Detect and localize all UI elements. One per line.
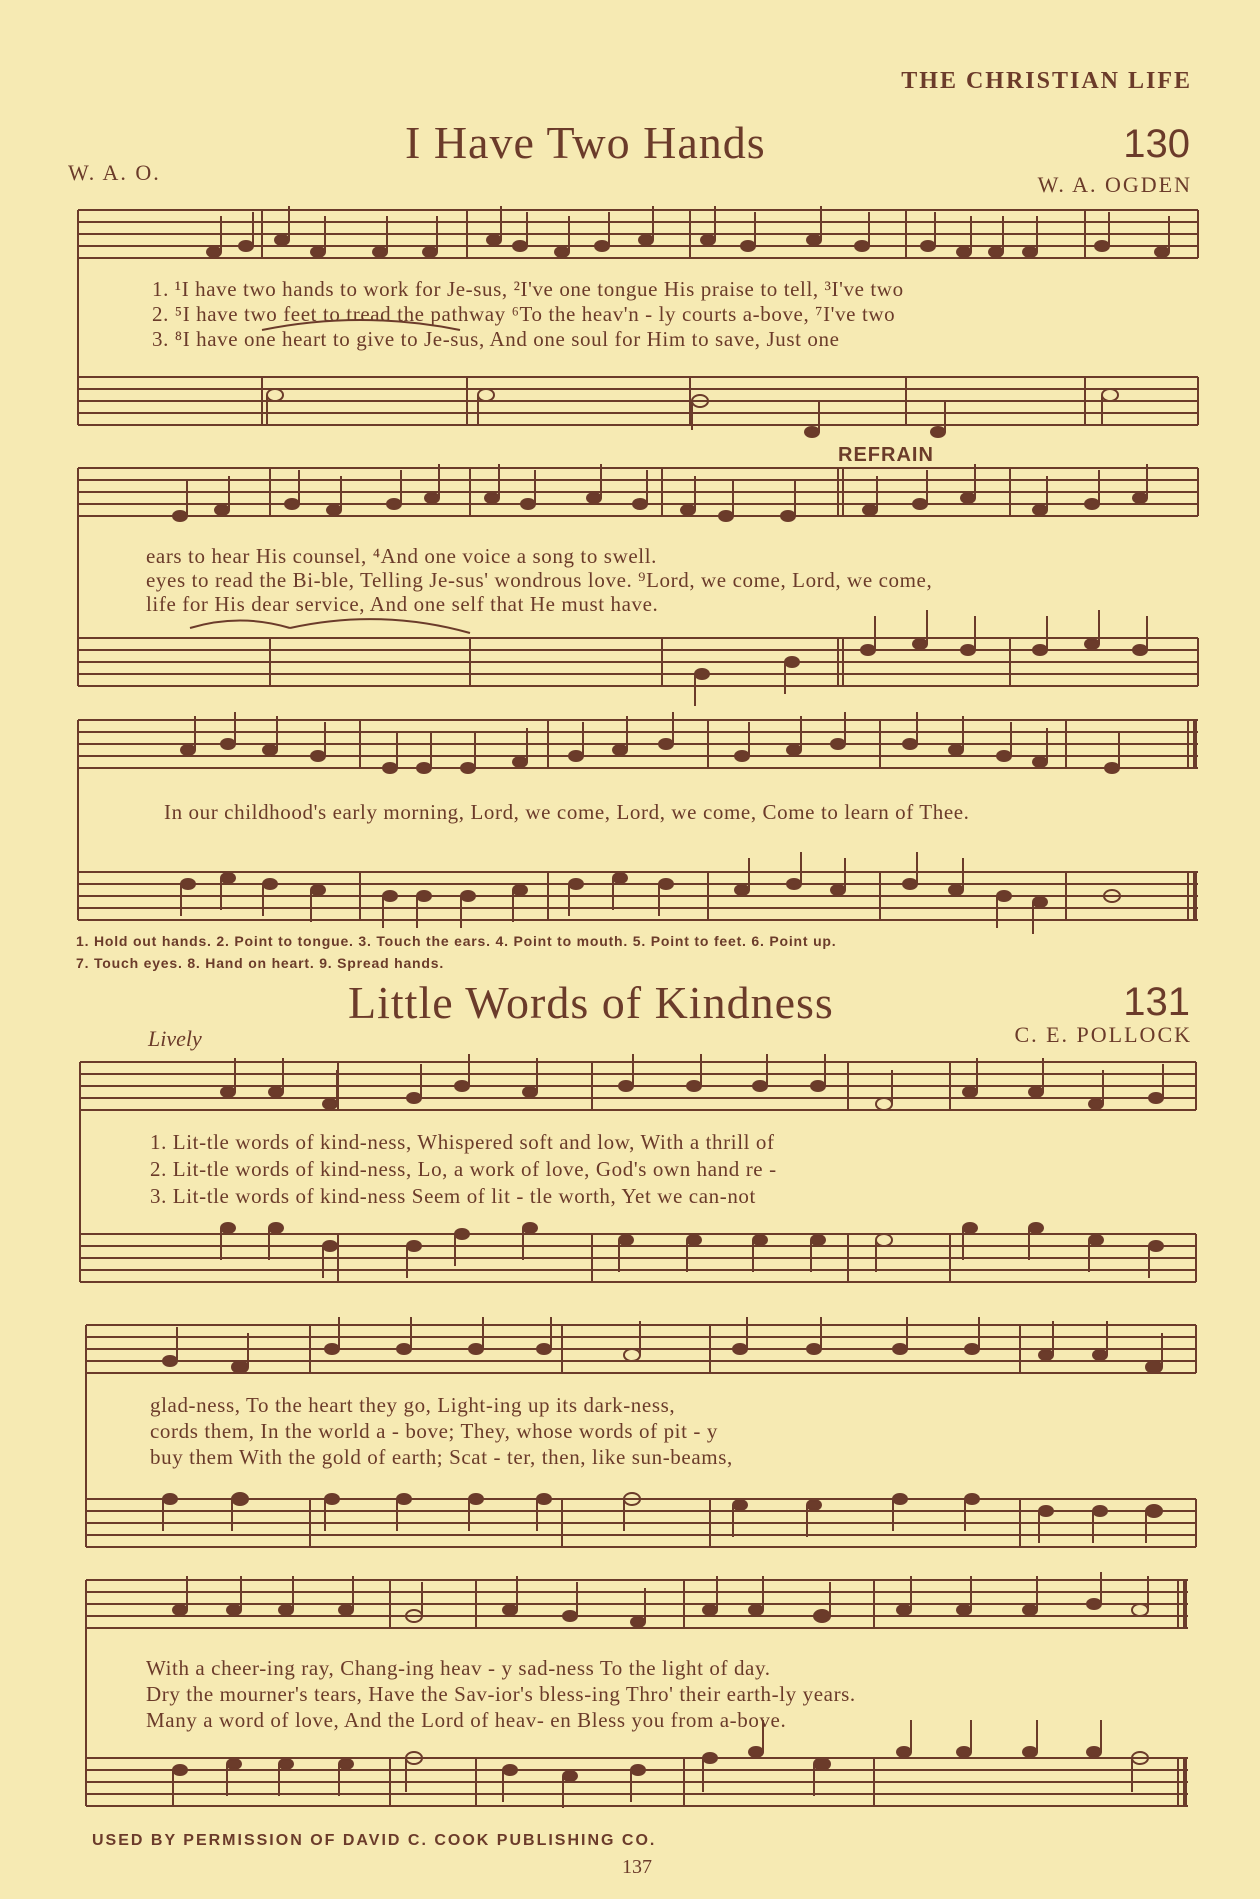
hymn-131-lyric-line: glad-ness, To the heart they go, Light-ing up its dark-ness,: [150, 1393, 676, 1417]
hymn-130-lyric-line: 3. ⁸I have one heart to give to Je-sus, And one soul for Him to save, Just one: [152, 327, 840, 351]
hymn-130-title: I Have Two Hands: [405, 117, 766, 168]
page-number: 137: [622, 1856, 652, 1878]
permission-credit: USED BY PERMISSION OF DAVID C. COOK PUBLISHING CO.: [92, 1832, 657, 1849]
hymn-130-lyric-line: eyes to read the Bi-ble, Telling Je-sus' wondrous love. ⁹Lord, we come, Lord, we come,: [146, 568, 933, 592]
hymn-131-tempo-marking: Lively: [148, 1026, 202, 1051]
hymn-130-action-footnote: 7. Touch eyes. 8. Hand on heart. 9. Spread hands.: [76, 955, 445, 971]
hymn-131-number: 131: [1123, 980, 1190, 1024]
hymn-130-action-footnote: 1. Hold out hands. 2. Point to tongue. 3. Touch the ears. 4. Point to mouth. 5. Point to feet. 6. Point up.: [76, 933, 837, 949]
hymn-130-music-credit: W. A. OGDEN: [1037, 172, 1192, 197]
hymn-130-lyric-line: ears to hear His counsel, ⁴And one voice a song to swell.: [146, 544, 657, 568]
hymn-130-lyric-line: In our childhood's early morning, Lord, we come, Lord, we come, Come to learn of Thee.: [164, 800, 970, 824]
hymn-130-lyric-line: life for His dear service, And one self that He must have.: [146, 592, 659, 616]
hymn-130-lyric-line: 1. ¹I have two hands to work for Je-sus, ²I've one tongue His praise to tell, ³I've two: [152, 277, 904, 301]
section-heading: THE CHRISTIAN LIFE: [901, 68, 1192, 94]
hymn-131-lyric-line: Dry the mourner's tears, Have the Sav-ior's bless-ing Thro' their earth-ly years.: [146, 1682, 856, 1706]
hymn-130-system-3-staves: [0, 710, 1260, 940]
hymn-131-lyric-line: 3. Lit-tle words of kind-ness Seem of lit - tle worth, Yet we can-not: [150, 1184, 756, 1208]
hymn-131-title: Little Words of Kindness: [348, 977, 834, 1028]
hymn-131-lyric-line: Many a word of love, And the Lord of heav- en Bless you from a-bove.: [146, 1708, 787, 1732]
refrain-label: REFRAIN: [838, 444, 934, 466]
hymn-131-lyric-line: 2. Lit-tle words of kind-ness, Lo, a work of love, God's own hand re -: [150, 1157, 777, 1181]
hymn-130-words-credit: W. A. O.: [68, 160, 161, 185]
hymn-131-lyric-line: cords them, In the world a - bove; They, whose words of pit - y: [150, 1419, 718, 1443]
hymn-131-lyric-line: buy them With the gold of earth; Scat - ter, then, like sun-beams,: [150, 1445, 733, 1469]
hymn-130-lyric-line: 2. ⁵I have two feet to tread the pathway ⁶To the heav'n - ly courts a-bove, ⁷I've two: [152, 302, 896, 326]
hymn-131-lyric-line: With a cheer-ing ray, Chang-ing heav - y sad-ness To the light of day.: [146, 1656, 771, 1680]
hymn-131-music-credit: C. E. POLLOCK: [1014, 1022, 1192, 1047]
hymn-130-number: 130: [1123, 122, 1190, 166]
hymn-131-lyric-line: 1. Lit-tle words of kind-ness, Whispered soft and low, With a thrill of: [150, 1130, 775, 1154]
